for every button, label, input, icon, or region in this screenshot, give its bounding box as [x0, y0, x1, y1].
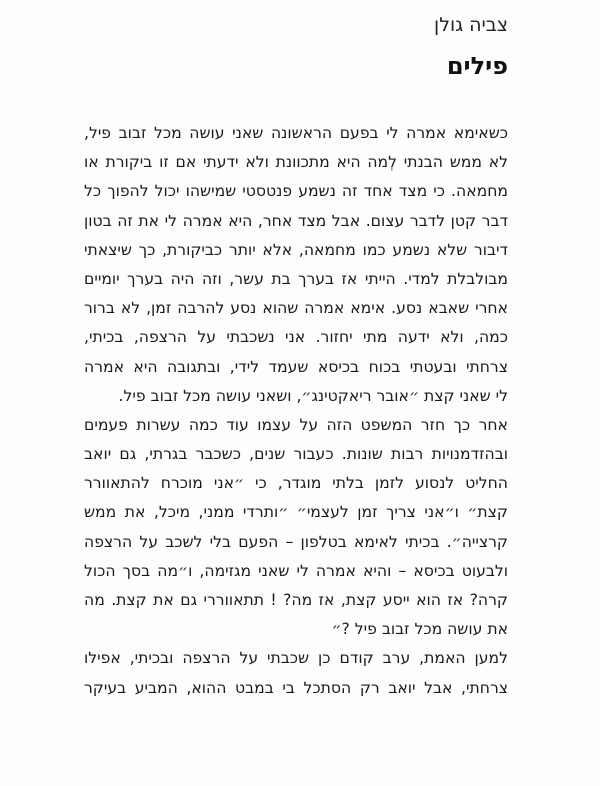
text-line: ולבעוט בכיסא – והיא אמרה לי שאני מגזימה, ו״מה בסך הכול [84, 561, 508, 580]
text-line: החליט לנסוע לזמן בלתי מוגדר, כי ״אני מוכרח להתאוורר [84, 474, 508, 493]
text-line: אחרי שאבא נסע. אימא אמרה שהוא נסע להרבה זמן, לא ברור [84, 299, 508, 318]
text-line: כמה, ולא ידעה מתי יחזור. אני נשכבתי על הרצפה, בכיתי, [84, 328, 508, 347]
text-line: אחר כך חזר המשפט הזה על עצמו עוד כמה עשרות פעמים [84, 415, 508, 434]
story-title: פילים [446, 52, 508, 80]
text-line: דבר קטן לדבר עצום. אבל מצד אחר, היא אמרה לי את זה בטון [84, 211, 508, 230]
text-line: לא ממש הבנתי לְמה היא מתכוונת ולא ידעתי אם זו ביקורת או [84, 153, 508, 172]
text-line: צרחתי, אבל יואב רק הסתכל בי במבט ההוא, המביע בעיקר [84, 678, 508, 697]
text-line: קרה? אז הוא ייסע קצת, אז מה? ! תתאווררי גם את קצת. מה [84, 591, 508, 609]
paragraph-2 [84, 411, 508, 645]
text-line: כשאימא אמרה לי בפעם הראשונה שאני עושה מכל זבוב פיל, [84, 124, 508, 142]
text-line: ובהזדמנויות רבות שונות. כעבור שנים, כשכבר בגרתי, גם יואב [84, 445, 508, 464]
story-body [84, 119, 508, 703]
text-line: את עושה מכל זבוב פיל ?״ [331, 620, 508, 639]
text-line: למען האמת, ערב קודם כן שכבתי על הרצפה ובכיתי, אפילו [84, 649, 508, 668]
text-line: קרצייה״. בכיתי לאימא בטלפון – הפעם בלי לשכב על הרצפה [84, 532, 508, 551]
text-line: דיבור שלא נשמע כמו מחמאה, אלא יותר כביקורת, כך שיצאתי [84, 240, 508, 259]
author-name: צביה גולן [434, 14, 508, 36]
text-line: צרחתי ובעטתי בכוח בכיסא שעמד לידי, ובתגובה היא אמרה [84, 357, 508, 376]
paragraph-1 [84, 119, 508, 411]
text-line: מבולבלת למדי. הייתי אז בערך בת עשר, וזה היה בערך יומיים [84, 269, 508, 288]
text-line: קצת״ ו״אני צריך זמן לעצמי״ ״ותרדי ממני, מיכל, את ממש [84, 503, 508, 522]
paragraph-3 [84, 644, 508, 702]
text-line: לי שאני קצת ״אובר ריאקטינג״, ושאני עושה מכל זבוב פיל. [118, 386, 508, 405]
text-line: מחמאה. כי מצד אחד זה נשמע פנטסטי שמישהו יכול להפוך כל [84, 182, 508, 201]
